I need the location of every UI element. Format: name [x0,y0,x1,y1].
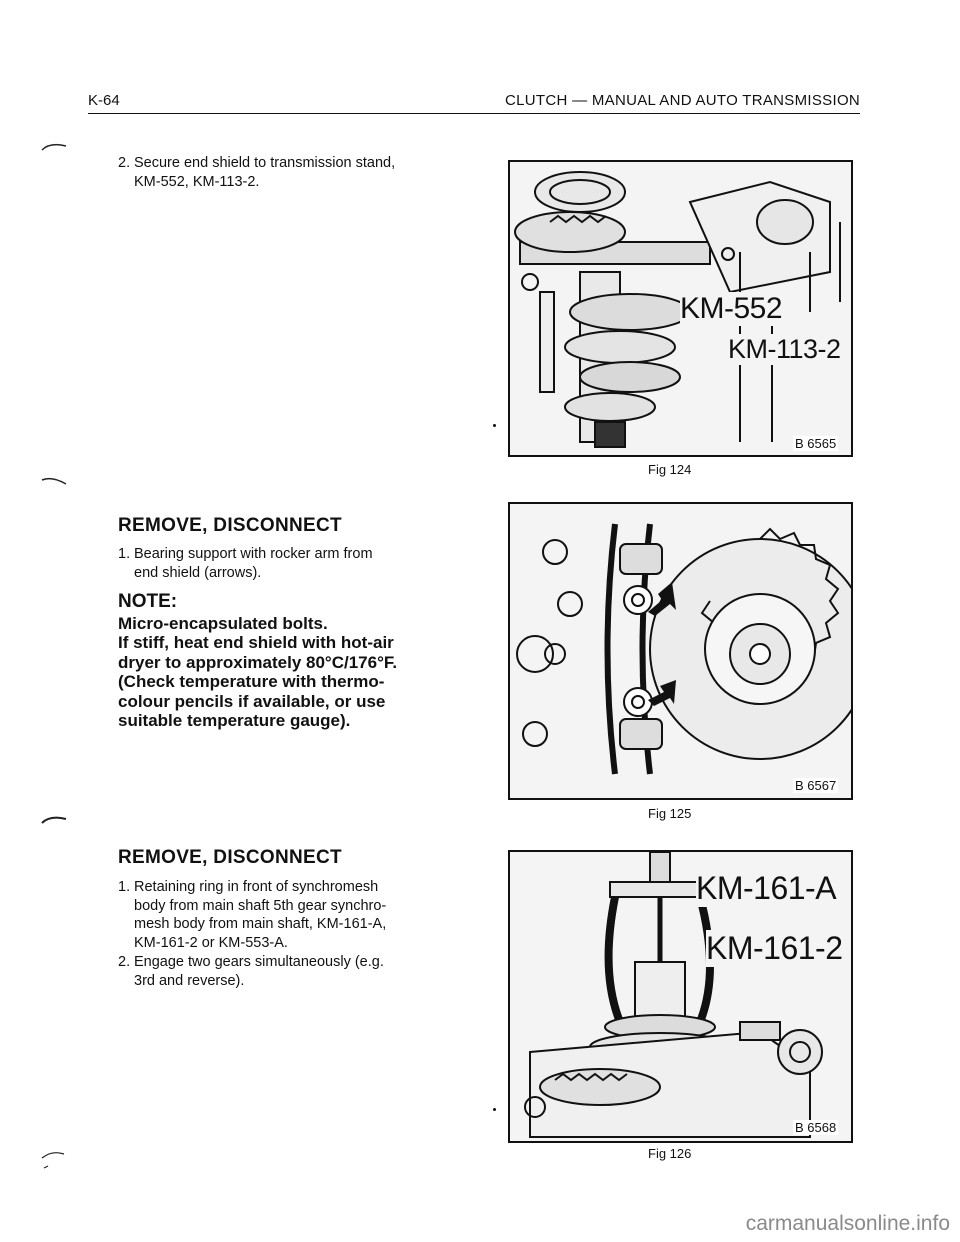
section-heading: REMOVE, DISCONNECT [118,515,342,536]
section-title: CLUTCH — MANUAL AND AUTO TRANSMISSION [505,92,861,109]
figure-125-illustration [508,502,853,800]
step-number: 2. [118,954,131,970]
watermark: carmanualsonline.info [745,1212,950,1235]
note-line: Micro-encapsulated bolts. [118,613,328,633]
margin-mark [40,1148,70,1172]
figure-124-illustration [508,160,853,457]
step-number: 2. [118,155,131,171]
step-1-bearing-support [118,545,478,585]
step-text [134,545,373,582]
section-heading: REMOVE, DISCONNECT [118,847,342,868]
step-line: Retaining ring in front of synchromesh [134,879,379,895]
tool-label-km-113-2: KM-113-2 [728,334,841,364]
tool-label-km-161-2: KM-161-2 [706,930,843,966]
scan-dot [493,1108,496,1111]
note-line: colour pencils if available, or use [118,691,386,711]
scan-dot [493,424,496,427]
step-text [134,953,384,990]
step-line: Bearing support with rocker arm from [134,546,373,562]
figure-126-illustration [508,850,853,1143]
step-line: KM-552, KM-113-2. [134,173,260,190]
step-line: KM-161-2 or KM-553-A. [134,934,288,951]
note-title: NOTE: [118,591,178,612]
step-text [134,154,395,191]
figure-code: B 6568 [795,1120,837,1135]
figure-caption: Fig 125 [648,806,692,821]
step-number: 1. [118,546,131,562]
tool-label-km-552: KM-552 [680,292,783,325]
note-line: suitable temperature gauge). [118,711,351,730]
step-line: 3rd and reverse). [134,972,245,989]
note-block [118,592,448,731]
figure-caption: Fig 124 [648,462,692,477]
header-rule [88,113,860,114]
figure-caption: Fig 126 [648,1146,692,1161]
step-2-secure-end-shield [118,154,478,194]
note-line: dryer to approximately 80°C/176°F. [118,652,398,672]
margin-mark [40,813,70,827]
note-line: If stiff, heat end shield with hot-air [118,633,394,652]
page-id: K-64 [88,92,120,109]
step-line: mesh body from main shaft, KM-161-A, [134,916,387,932]
step-text [134,878,386,952]
margin-mark [40,140,70,154]
step-line: Secure end shield to transmission stand, [134,155,396,171]
step-line: end shield (arrows). [134,564,262,581]
end-shield-bearing-support-drawing [510,504,851,798]
step-1-retaining-ring [118,878,478,958]
step-line: Engage two gears simultaneously (e.g. [134,954,384,970]
figure-code: B 6565 [795,436,837,451]
tool-label-km-161-a: KM-161-A [696,870,837,906]
figure-code: B 6567 [795,778,837,793]
margin-mark [40,474,70,488]
note-line: (Check temperature with thermo- [118,672,385,691]
step-number: 1. [118,879,131,895]
step-line: body from main shaft 5th gear synchro- [134,897,387,914]
step-2-engage-gears [118,953,478,993]
